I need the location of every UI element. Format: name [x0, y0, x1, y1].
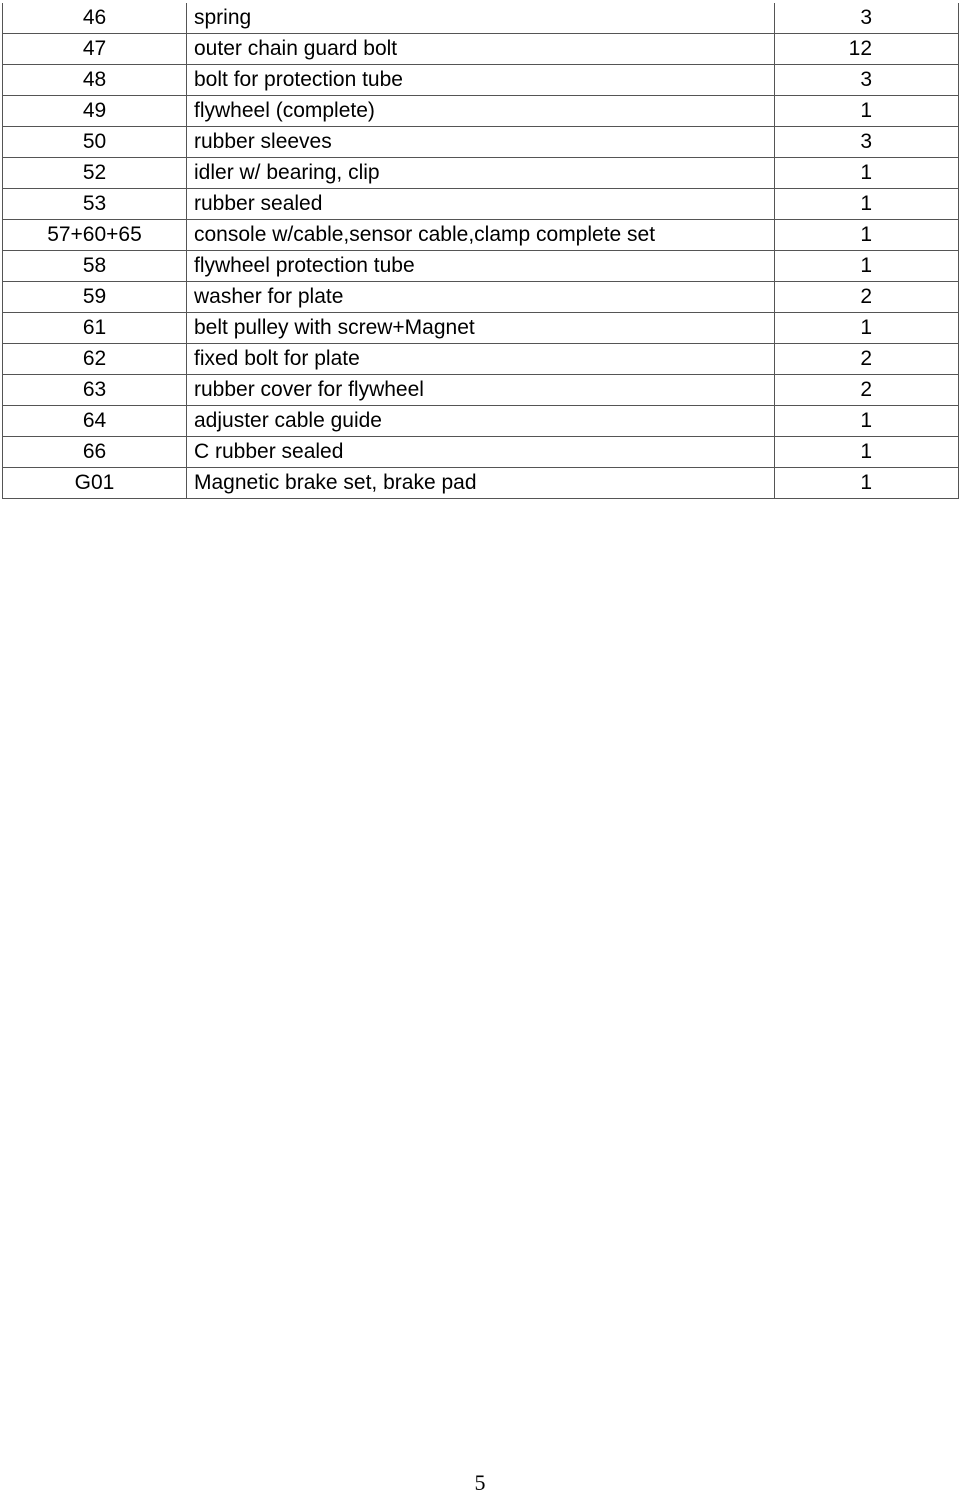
page-number: 5 [474, 1470, 486, 1495]
table-row [3, 189, 959, 220]
part-description-cell: Magnetic brake set, brake pad [187, 468, 775, 499]
part-quantity-cell: 1 [775, 406, 959, 437]
parts-table-body [3, 3, 959, 499]
table-row [3, 127, 959, 158]
part-description-cell: console w/cable,sensor cable,clamp complete set [187, 220, 775, 251]
part-description-cell: outer chain guard bolt [187, 34, 775, 65]
part-number-cell: 61 [3, 313, 187, 344]
table-row [3, 282, 959, 313]
table-row [3, 3, 959, 34]
part-quantity-cell: 1 [775, 468, 959, 499]
table-row [3, 344, 959, 375]
part-number-cell: 66 [3, 437, 187, 468]
table-row [3, 220, 959, 251]
part-quantity-cell: 1 [775, 437, 959, 468]
part-quantity-cell: 1 [775, 251, 959, 282]
part-number-cell: 47 [3, 34, 187, 65]
part-quantity-cell: 3 [775, 127, 959, 158]
part-number-cell: 53 [3, 189, 187, 220]
table-row [3, 34, 959, 65]
part-number-cell: 46 [3, 3, 187, 34]
part-number-cell: 63 [3, 375, 187, 406]
part-description-cell: spring [187, 3, 775, 34]
part-description-cell: rubber sleeves [187, 127, 775, 158]
part-number-cell: 49 [3, 96, 187, 127]
part-description-cell: rubber cover for flywheel [187, 375, 775, 406]
table-row [3, 375, 959, 406]
table-row [3, 468, 959, 499]
part-number-cell: 58 [3, 251, 187, 282]
table-row [3, 437, 959, 468]
part-number-cell: 62 [3, 344, 187, 375]
part-number-cell: 59 [3, 282, 187, 313]
part-quantity-cell: 1 [775, 220, 959, 251]
part-description-cell: C rubber sealed [187, 437, 775, 468]
table-row [3, 251, 959, 282]
part-description-cell: flywheel (complete) [187, 96, 775, 127]
part-quantity-cell: 1 [775, 189, 959, 220]
part-description-cell: bolt for protection tube [187, 65, 775, 96]
part-quantity-cell: 2 [775, 344, 959, 375]
part-quantity-cell: 1 [775, 313, 959, 344]
part-number-cell: 50 [3, 127, 187, 158]
part-number-cell: 57+60+65 [3, 220, 187, 251]
part-description-cell: idler w/ bearing, clip [187, 158, 775, 189]
part-number-cell: 64 [3, 406, 187, 437]
part-number-cell: G01 [3, 468, 187, 499]
parts-table [2, 3, 959, 499]
part-description-cell: rubber sealed [187, 189, 775, 220]
part-quantity-cell: 3 [775, 65, 959, 96]
part-description-cell: flywheel protection tube [187, 251, 775, 282]
table-row [3, 313, 959, 344]
part-quantity-cell: 2 [775, 375, 959, 406]
part-quantity-cell: 1 [775, 158, 959, 189]
part-quantity-cell: 3 [775, 3, 959, 34]
table-row [3, 406, 959, 437]
part-quantity-cell: 1 [775, 96, 959, 127]
table-row [3, 158, 959, 189]
part-description-cell: washer for plate [187, 282, 775, 313]
table-row [3, 96, 959, 127]
part-description-cell: adjuster cable guide [187, 406, 775, 437]
part-description-cell: belt pulley with screw+Magnet [187, 313, 775, 344]
part-number-cell: 52 [3, 158, 187, 189]
part-quantity-cell: 12 [775, 34, 959, 65]
part-description-cell: fixed bolt for plate [187, 344, 775, 375]
part-number-cell: 48 [3, 65, 187, 96]
part-quantity-cell: 2 [775, 282, 959, 313]
table-row [3, 65, 959, 96]
